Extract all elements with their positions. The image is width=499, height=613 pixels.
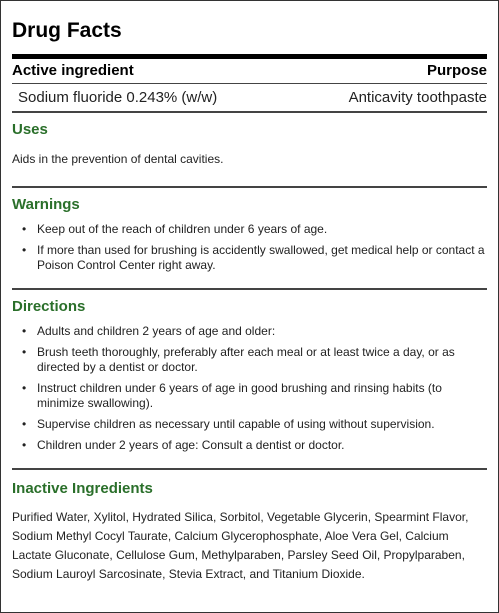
inactive-ingredients-section (12, 470, 487, 584)
warnings-list (12, 222, 487, 273)
list-item: • Brush teeth thoroughly, preferably after each meal or at least twice a day, or as directed by a dentist or doctor. (12, 345, 487, 375)
directions-list (12, 324, 487, 453)
list-item: • Adults and children 2 years of age and older: (12, 324, 487, 339)
active-ingredient-row (12, 84, 487, 111)
uses-text: Aids in the prevention of dental cavities. (12, 152, 224, 166)
title-divider (12, 54, 487, 59)
list-item: • Instruct children under 6 years of age in good brushing and rinsing habits (to minimize swallowing). (12, 381, 487, 411)
directions-section (12, 290, 487, 468)
list-item: • Children under 2 years of age: Consult a dentist or doctor. (12, 438, 487, 453)
list-item: • If more than used for brushing is accidently swallowed, get medical help or contact a Poison Control Center right away. (12, 243, 487, 273)
inactive-ingredients-text: Purified Water, Xylitol, Hydrated Silica, Sorbitol, Vegetable Glycerin, Spearmint Flavor, Sodium Methyl Cocyl Taurate, Calcium Glycerophosphate, Aloe Vera Gel, Calcium Lactate Gluconate, Cellulose Gum, Methylparaben, Parsley Seed Oil, Propylparaben, Sodium Lauroyl Sarcosinate, Stevia Extract, and Titanium Dioxide. (12, 510, 469, 581)
directions-heading: Directions (12, 298, 86, 315)
inactive-ingredients-heading: Inactive Ingredients (12, 480, 153, 497)
active-ingredient-header (12, 62, 487, 80)
purpose-value: Anticavity toothpaste (348, 89, 487, 106)
active-ingredient-value: Sodium fluoride 0.243% (w/w) (18, 89, 218, 106)
uses-heading: Uses (12, 121, 48, 138)
list-item: • Supervise children as necessary until capable of using without supervision. (12, 417, 487, 432)
uses-section (12, 113, 487, 186)
list-item: • Keep out of the reach of children under 6 years of age. (12, 222, 487, 237)
active-ingredient-heading: Active ingredient (12, 62, 134, 79)
warnings-section (12, 188, 487, 288)
purpose-heading: Purpose (426, 62, 487, 79)
page-title: Drug Facts (12, 19, 122, 42)
warnings-heading: Warnings (12, 196, 80, 213)
